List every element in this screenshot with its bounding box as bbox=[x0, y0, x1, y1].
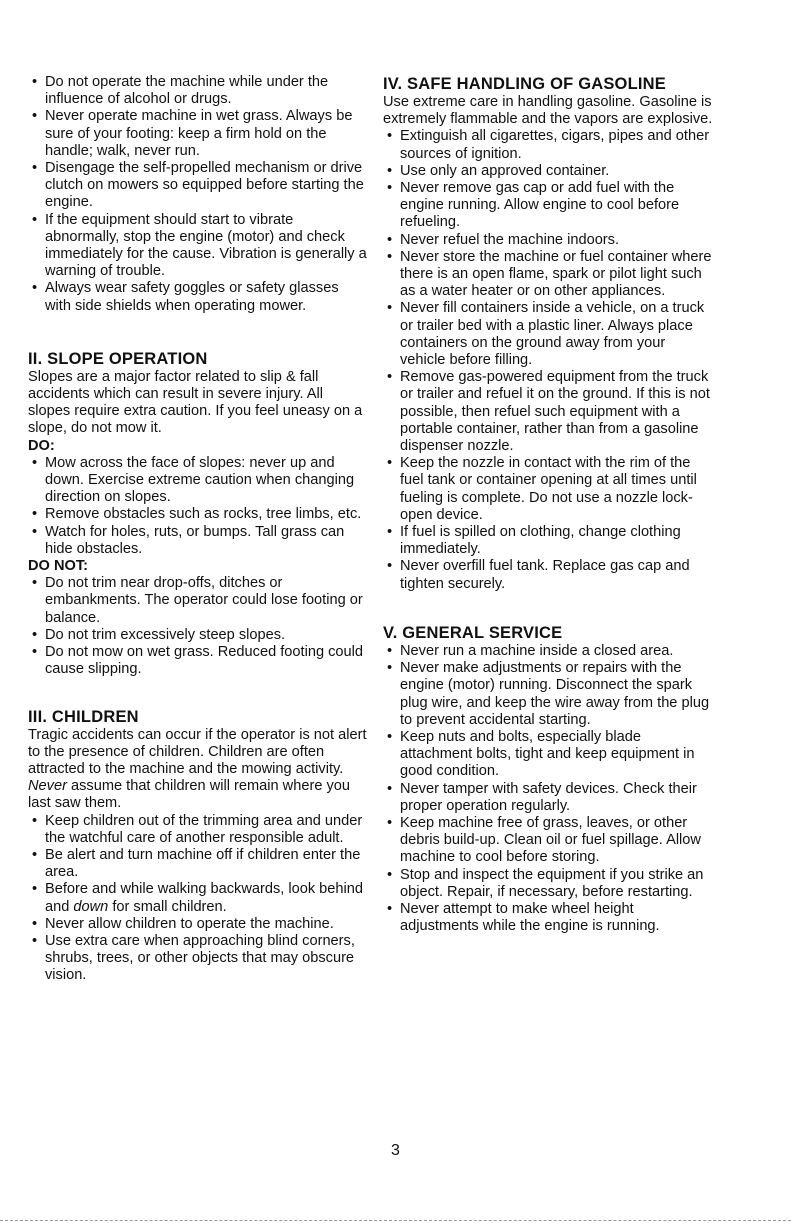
list-item: • Mow across the face of slopes: never up and down. Exercise extreme caution when changing direction on slopes. bbox=[28, 455, 368, 507]
gasoline-list bbox=[383, 128, 713, 592]
service-list bbox=[383, 643, 713, 935]
list-item: • Do not operate the machine while under the influence of alcohol or drugs. bbox=[28, 74, 368, 108]
gasoline-heading: IV. SAFE HANDLING OF GASOLINE bbox=[383, 75, 666, 93]
list-item: • If the equipment should start to vibrate abnormally, stop the engine (motor) and check immediately for the cause. Vibration is generally a warning of trouble. bbox=[28, 212, 368, 281]
list-item: • Never make adjustments or repairs with the engine (motor) running. Disconnect the spark plug wire, and keep the wire away from the plug to prevent accidental starting. bbox=[383, 660, 713, 729]
slope-operation-heading: II. SLOPE OPERATION bbox=[28, 349, 208, 368]
do-not-list bbox=[28, 575, 368, 678]
children-intro: Tragic accidents can occur if the operator is not alert to the presence of children. Children are often attracted to the machine and the mowing activity. Never assume that children will remain where you last saw them. bbox=[28, 726, 367, 812]
list-item: • Keep nuts and bolts, especially blade attachment bolts, tight and keep equipment in good condition. bbox=[383, 729, 713, 781]
list-item: • Always wear safety goggles or safety glasses with side shields when operating mower. bbox=[28, 280, 368, 314]
list-item: • Never remove gas cap or add fuel with the engine running. Allow engine to cool before refueling. bbox=[383, 180, 713, 232]
gasoline-intro: Use extreme care in handling gasoline. Gasoline is extremely flammable and the vapors are explosive. bbox=[383, 94, 713, 128]
slope-intro: Slopes are a major factor related to slip & fall accidents which can result in severe injury. All slopes require extra caution. If you feel uneasy on a slope, do not mow it. bbox=[28, 368, 363, 437]
list-item: • Extinguish all cigarettes, cigars, pipes and other sources of ignition. bbox=[383, 128, 713, 162]
list-item: • Remove gas-powered equipment from the truck or trailer and refuel it on the ground. If this is not possible, then refuel such equipment with a portable container, rather than from a gasoline dispenser nozzle. bbox=[383, 369, 713, 455]
list-item: • Use only an approved container. bbox=[383, 163, 713, 180]
page-number: 3 bbox=[391, 1142, 400, 1159]
list-item: • If fuel is spilled on clothing, change clothing immediately. bbox=[383, 524, 713, 558]
list-item: • Use extra care when approaching blind corners, shrubs, trees, or other objects that may obscure vision. bbox=[28, 933, 368, 985]
intro-safety-list bbox=[28, 74, 368, 315]
bottom-divider bbox=[0, 1220, 791, 1221]
list-item: • Never operate machine in wet grass. Always be sure of your footing: keep a firm hold on the handle; walk, never run. bbox=[28, 108, 368, 160]
list-item: • Disengage the self-propelled mechanism or drive clutch on mowers so equipped before starting the engine. bbox=[28, 160, 368, 212]
list-item: • Be alert and turn machine off if children enter the area. bbox=[28, 847, 368, 881]
list-item: • Never attempt to make wheel height adjustments while the engine is running. bbox=[383, 901, 713, 935]
right-column bbox=[383, 74, 713, 935]
list-item: • Before and while walking backwards, look behind and down for small children. bbox=[28, 881, 368, 915]
list-item: • Remove obstacles such as rocks, tree limbs, etc. bbox=[28, 506, 368, 523]
list-item: • Do not mow on wet grass. Reduced footing could cause slipping. bbox=[28, 644, 368, 678]
list-item: • Never fill containers inside a vehicle, on a truck or trailer bed with a plastic liner. Always place containers on the ground away from your vehicle before filling. bbox=[383, 300, 713, 369]
list-item: • Stop and inspect the equipment if you strike an object. Repair, if necessary, before restarting. bbox=[383, 867, 713, 901]
list-item: • Watch for holes, ruts, or bumps. Tall grass can hide obstacles. bbox=[28, 524, 368, 558]
do-not-heading: DO NOT: bbox=[28, 558, 88, 575]
list-item: • Never store the machine or fuel container where there is an open flame, spark or pilot light such as a water heater or on other appliances. bbox=[383, 249, 713, 301]
list-item: • Keep the nozzle in contact with the rim of the fuel tank or container opening at all times until fueling is complete. Do not use a nozzle lock-open device. bbox=[383, 455, 713, 524]
list-item: • Never allow children to operate the machine. bbox=[28, 916, 368, 933]
list-item: • Keep children out of the trimming area and under the watchful care of another responsible adult. bbox=[28, 813, 368, 847]
left-column bbox=[28, 74, 368, 985]
children-list bbox=[28, 813, 368, 985]
general-service-heading: V. GENERAL SERVICE bbox=[383, 623, 563, 642]
list-item: • Never run a machine inside a closed area. bbox=[383, 643, 713, 660]
list-item: • Never overfill fuel tank. Replace gas cap and tighten securely. bbox=[383, 558, 713, 592]
do-list bbox=[28, 455, 368, 558]
list-item: • Keep machine free of grass, leaves, or other debris build-up. Clean oil or fuel spillage. Allow machine to cool before storing. bbox=[383, 815, 713, 867]
list-item: • Do not trim excessively steep slopes. bbox=[28, 627, 368, 644]
do-heading: DO: bbox=[28, 437, 55, 454]
children-heading: III. CHILDREN bbox=[28, 707, 139, 726]
list-item: • Never refuel the machine indoors. bbox=[383, 232, 713, 249]
list-item: • Do not trim near drop-offs, ditches or embankments. The operator could lose footing or balance. bbox=[28, 575, 368, 627]
list-item: • Never tamper with safety devices. Check their proper operation regularly. bbox=[383, 781, 713, 815]
